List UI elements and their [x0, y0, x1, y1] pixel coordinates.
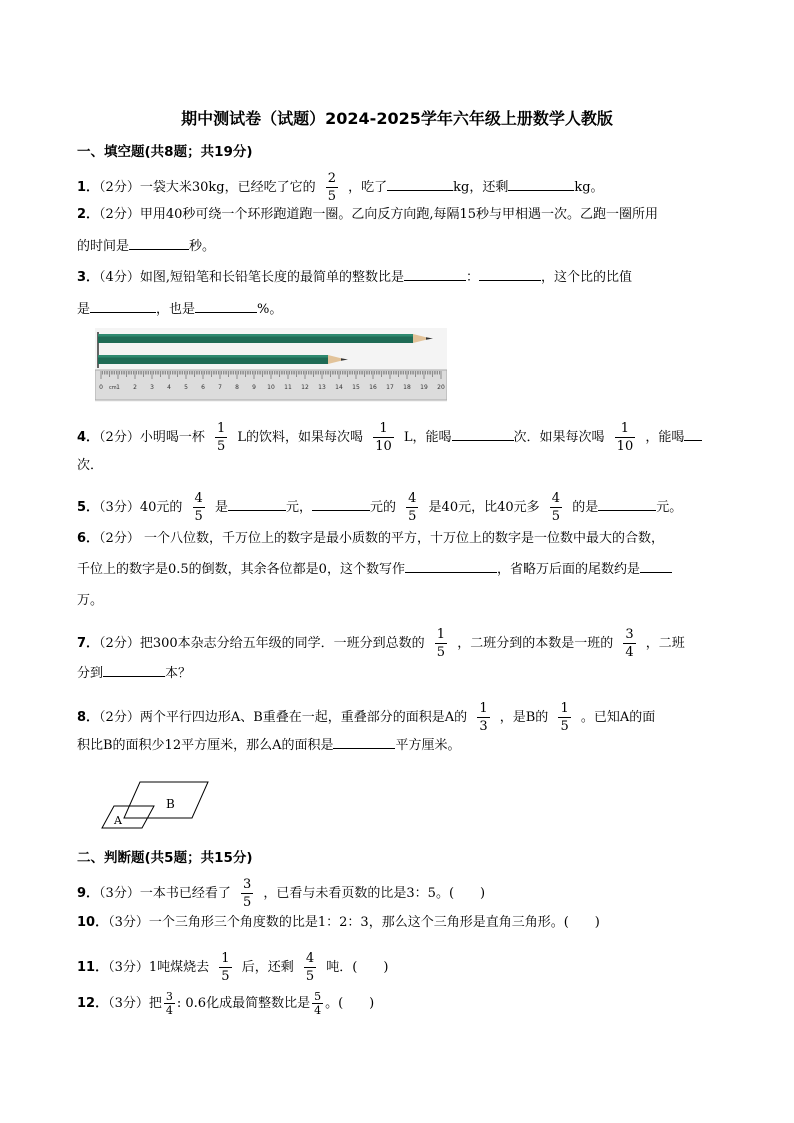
question-3-line-2 — [77, 300, 282, 320]
question-text: 一袋大米30kg，已经吃了它的 — [139, 180, 316, 195]
fraction: $\frac{3}{5}$ — [242, 877, 252, 910]
question-text: 甲用40秒可绕一个环形跑道跑一圈。乙向反方向跑,每隔15秒与甲相遇一次。乙跑一圈所用 — [139, 207, 659, 222]
question-text: 平方厘米。 — [395, 738, 461, 753]
ruler-label: 19 — [420, 384, 428, 391]
question-number: 10． — [77, 915, 109, 930]
answer-blank[interactable] — [195, 300, 257, 313]
ruler-label: 7 — [218, 384, 222, 391]
fraction: $\frac{3}{4}$ — [165, 990, 173, 1017]
question-text: 是 — [214, 500, 228, 515]
question-points: （3分） — [108, 996, 149, 1011]
question-text: 后，还剩 — [241, 960, 294, 975]
ruler-label: 14 — [335, 384, 343, 391]
question-points: （2分） — [99, 710, 140, 725]
question-8-line-2 — [77, 736, 461, 756]
ruler-label: 12 — [301, 384, 309, 391]
section-heading-true-false: 二、判断题(共5题；共15分) — [77, 850, 253, 866]
question-7-line-2 — [77, 664, 191, 684]
question-points: （3分） — [108, 960, 149, 975]
question-4-line-2 — [77, 456, 103, 476]
ruler-icon — [95, 370, 447, 400]
section-heading-fill-in: 一、填空题(共8题；共19分) — [77, 144, 253, 160]
question-number: 2． — [77, 207, 100, 222]
question-text: ，已看与未看页数的比是3：5。( ) — [263, 886, 486, 901]
question-points: （2分） — [99, 430, 140, 445]
question-text: 的是 — [572, 500, 599, 515]
ruler-label: 5 — [184, 384, 188, 391]
question-text: 两个平行四边形A、B重叠在一起，重叠部分的面积是A的 — [139, 710, 468, 725]
ruler-label: 11 — [284, 384, 292, 391]
fraction: $\frac{4}{5}$ — [408, 491, 417, 524]
question-text: kg，还剩 — [453, 180, 509, 195]
short-pencil-icon — [98, 355, 348, 364]
question-text: ，是B的 — [499, 710, 549, 725]
answer-blank[interactable] — [598, 498, 656, 511]
question-points: （2分） — [99, 636, 140, 651]
question-text: ： — [465, 270, 479, 285]
fraction: $\frac{5}{4}$ — [314, 990, 322, 1017]
label-b: B — [166, 797, 175, 811]
question-6-line-2 — [77, 560, 672, 580]
fraction: $\frac{1}{10}$ — [616, 421, 634, 454]
question-2-line-2 — [77, 237, 215, 257]
fraction: $\frac{1}{5}$ — [560, 701, 569, 734]
parallelogram-figure — [100, 780, 212, 832]
fraction: $\frac{1}{5}$ — [221, 951, 230, 984]
question-text: 小明喝一杯 — [139, 430, 205, 445]
question-points: （3分） — [108, 915, 149, 930]
fraction: $\frac{1}{10}$ — [375, 421, 392, 454]
question-text: ，这个比的比值 — [540, 270, 632, 285]
answer-blank[interactable] — [508, 178, 574, 191]
question-points: （3分） — [99, 886, 140, 901]
question-text: 1吨煤烧去 — [148, 960, 210, 975]
ruler-label: 18 — [403, 384, 411, 391]
question-text: ，也是 — [156, 302, 196, 317]
question-text: 元的 — [369, 500, 396, 515]
question-text: 元， — [285, 500, 312, 515]
question-text: 万。 — [77, 593, 104, 608]
fraction: $\frac{4}{5}$ — [194, 491, 203, 524]
question-text: 如图,短铅笔和长铅笔长度的最简单的整数比是 — [139, 270, 404, 285]
question-text: 一本书已经看了 — [139, 886, 231, 901]
question-number: 12． — [77, 996, 109, 1011]
question-text: 积比B的面积少12平方厘米，那么A的面积是 — [77, 738, 334, 753]
question-text: 分到 — [77, 666, 104, 681]
question-text: : 0.6化成最简整数比是 — [176, 996, 311, 1011]
ruler-label: 8 — [235, 384, 239, 391]
question-4 — [77, 420, 702, 455]
question-text: ，吃了 — [348, 180, 388, 195]
ruler-label: 6 — [201, 384, 205, 391]
question-text: 次． — [77, 458, 104, 473]
fraction: $\frac{2}{5}$ — [327, 171, 336, 204]
question-9 — [77, 876, 485, 911]
question-5 — [77, 490, 682, 525]
question-text: L的饮料，如果每次喝 — [237, 430, 364, 445]
question-text: ，能喝 — [645, 430, 685, 445]
question-text: 把 — [148, 996, 162, 1011]
question-12 — [77, 990, 374, 1017]
answer-blank[interactable] — [640, 560, 672, 573]
question-text: ，二班分到的本数是一班的 — [457, 636, 614, 651]
long-pencil-icon — [98, 334, 433, 343]
ruler-label: 9 — [252, 384, 256, 391]
question-number: 3． — [77, 270, 100, 285]
answer-blank[interactable] — [129, 237, 189, 250]
question-3 — [77, 268, 632, 288]
question-6 — [77, 529, 664, 549]
question-text: 把300本杂志分给五年级的同学．一班分到总数的 — [139, 636, 425, 651]
ruler-label: 3 — [150, 384, 154, 391]
question-1 — [77, 170, 604, 205]
ruler-label: 15 — [352, 384, 360, 391]
answer-blank[interactable] — [333, 736, 395, 749]
ruler-label: 16 — [369, 384, 377, 391]
fraction: $\frac{3}{4}$ — [625, 627, 634, 660]
fraction: $\frac{1}{5}$ — [216, 421, 226, 454]
question-6-line-3 — [77, 591, 103, 611]
ruler-label: 17 — [386, 384, 394, 391]
question-points: （2分） — [99, 531, 140, 546]
answer-blank[interactable] — [90, 300, 156, 313]
pencil-ruler-figure — [95, 328, 447, 402]
question-number: 4． — [77, 430, 100, 445]
question-text: 吨．( ) — [326, 960, 389, 975]
question-text: 秒。 — [189, 239, 216, 254]
ruler-label: 4 — [167, 384, 171, 391]
question-10 — [77, 913, 600, 933]
question-points: （4分） — [99, 270, 140, 285]
question-text: 元。 — [656, 500, 683, 515]
question-text: 一个三角形三个角度数的比是1：2：3，那么这个三角形是直角三角形。( ) — [148, 915, 600, 930]
answer-blank[interactable] — [103, 664, 165, 677]
answer-blank[interactable] — [405, 560, 497, 573]
question-text: ，二班 — [645, 636, 685, 651]
question-number: 8． — [77, 710, 100, 725]
fraction: $\frac{1}{5}$ — [436, 627, 446, 660]
question-text: 千位上的数字是0.5的倒数，其余各位都是0，这个数写作 — [77, 562, 405, 577]
question-text: 一个八位数，千万位上的数字是最小质数的平方，十万位上的数字是一位数中最大的合数， — [139, 531, 664, 546]
ruler-label: 13 — [318, 384, 326, 391]
question-text: 。已知A的面 — [580, 710, 656, 725]
question-text: 次．如果每次喝 — [513, 430, 605, 445]
question-points: （3分） — [99, 500, 140, 515]
question-text: 的时间是 — [77, 239, 130, 254]
fraction: $\frac{1}{3}$ — [479, 701, 488, 734]
answer-blank[interactable] — [404, 268, 466, 281]
question-11 — [77, 950, 388, 985]
question-text: 本？ — [165, 666, 192, 681]
question-text: 40元的 — [139, 500, 183, 515]
page-title: 期中测试卷（试题）2024-2025学年六年级上册数学人教版 — [181, 109, 613, 128]
question-text: 是40元，比40元多 — [428, 500, 540, 515]
answer-blank[interactable] — [312, 498, 370, 511]
question-number: 1． — [77, 180, 100, 195]
ruler-label: 10 — [267, 384, 275, 391]
question-7 — [77, 626, 685, 661]
question-text: 是 — [77, 302, 91, 317]
question-text: ，省略万后面的尾数约是 — [496, 562, 640, 577]
question-text: %。 — [257, 302, 283, 317]
question-number: 6． — [77, 531, 100, 546]
ruler-label: 2 — [133, 384, 137, 391]
answer-blank[interactable] — [387, 178, 453, 191]
question-8 — [77, 700, 655, 735]
question-points: （2分） — [99, 180, 140, 195]
question-text: L，能喝 — [403, 430, 452, 445]
question-number: 7． — [77, 636, 100, 651]
label-a: A — [114, 814, 122, 827]
question-2 — [77, 205, 658, 225]
answer-blank[interactable] — [228, 498, 286, 511]
fraction: $\frac{4}{5}$ — [551, 491, 561, 524]
question-text: kg。 — [574, 180, 604, 195]
question-number: 5． — [77, 500, 100, 515]
question-points: （2分） — [99, 207, 140, 222]
answer-blank[interactable] — [684, 428, 702, 441]
ruler-label: 1 — [116, 384, 120, 391]
question-number: 9． — [77, 886, 100, 901]
ruler-label: 20 — [437, 384, 445, 391]
answer-blank[interactable] — [479, 268, 541, 281]
question-text: 。( ) — [325, 996, 375, 1011]
question-number: 11． — [77, 960, 109, 975]
answer-blank[interactable] — [452, 428, 514, 441]
fraction: $\frac{4}{5}$ — [305, 951, 315, 984]
ruler-label: 0 — [99, 384, 103, 391]
ruler-label: cm — [109, 385, 117, 391]
